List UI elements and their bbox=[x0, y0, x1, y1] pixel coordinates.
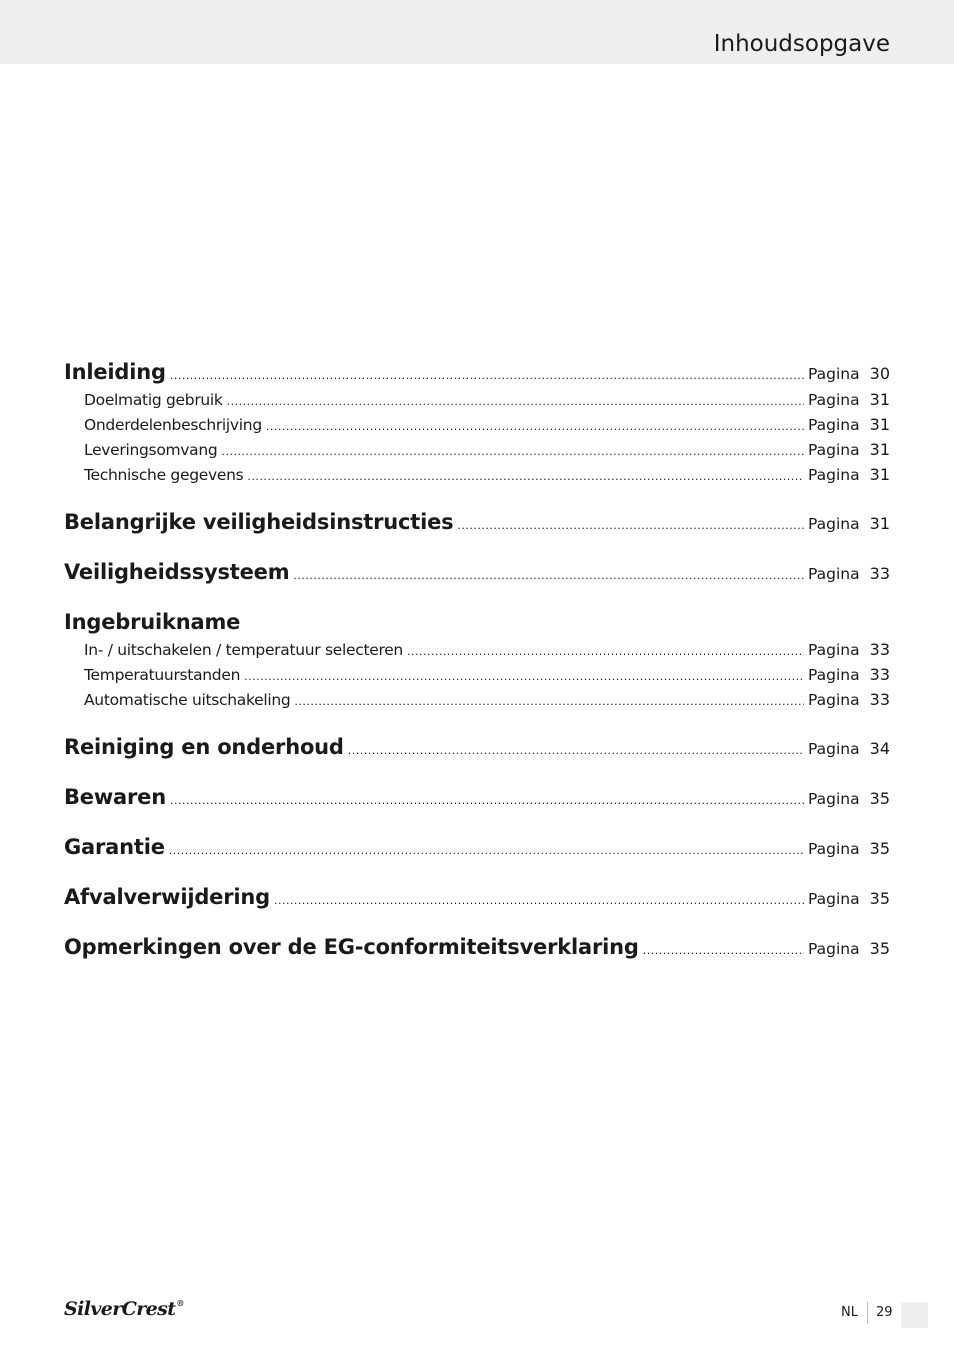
toc-entry-label bbox=[64, 691, 290, 709]
toc-entry-label bbox=[64, 466, 243, 484]
toc-entry-sub[interactable] bbox=[64, 690, 890, 709]
toc-page-number: 31 bbox=[869, 465, 890, 484]
language-code: NL bbox=[841, 1305, 858, 1320]
toc-page-word: Pagina bbox=[808, 565, 860, 583]
toc-page-word: Pagina bbox=[808, 840, 860, 858]
toc-section-heading[interactable] bbox=[64, 610, 890, 634]
toc-entry-main[interactable] bbox=[64, 360, 890, 384]
page-title: Inhoudsopgave bbox=[713, 31, 890, 57]
toc-entry-label: Opmerkingen over de EG-conformiteitsverklaring bbox=[64, 935, 639, 959]
toc-entry-label: Inleiding bbox=[64, 360, 166, 384]
toc-entry-sub[interactable] bbox=[64, 465, 890, 484]
toc-entry-sub[interactable] bbox=[64, 440, 890, 459]
toc-page-word: Pagina bbox=[808, 515, 860, 533]
toc-page-word: Pagina bbox=[808, 691, 860, 709]
toc-leader-dots bbox=[170, 369, 804, 382]
toc-leader-dots bbox=[348, 744, 804, 757]
toc-page-number: 35 bbox=[869, 839, 890, 858]
toc-page-number: 33 bbox=[869, 665, 890, 684]
toc-entry-label bbox=[64, 391, 223, 409]
toc-page-number: 31 bbox=[869, 415, 890, 434]
brand-name: SilverCrest bbox=[64, 1298, 176, 1320]
toc-page-number: 31 bbox=[869, 514, 890, 533]
toc-entry-text: In- / uitschakelen / temperatuur selecteren bbox=[84, 641, 403, 659]
toc-entry-text: Temperatuurstanden bbox=[84, 666, 241, 684]
toc-page-word: Pagina bbox=[808, 890, 860, 908]
footer-tab-marker bbox=[901, 1302, 928, 1328]
toc-entry-label: Bewaren bbox=[64, 785, 166, 809]
toc-entry-main[interactable] bbox=[64, 785, 890, 809]
toc-page-number: 35 bbox=[869, 939, 890, 958]
toc-leader-dots bbox=[247, 470, 804, 483]
toc-entry-text: Doelmatig gebruik bbox=[84, 391, 223, 409]
toc-leader-dots bbox=[643, 944, 804, 957]
toc-entry-label: Ingebruikname bbox=[64, 610, 241, 634]
toc-page-number: 33 bbox=[869, 640, 890, 659]
toc-entry-label bbox=[64, 641, 403, 659]
toc-entry-main[interactable] bbox=[64, 560, 890, 584]
toc-leader-dots bbox=[266, 420, 804, 433]
registered-mark: ® bbox=[176, 1298, 184, 1308]
toc-page-number: 35 bbox=[869, 889, 890, 908]
toc-page-number: 35 bbox=[869, 789, 890, 808]
toc-entry-label bbox=[64, 441, 217, 459]
toc-entry-main[interactable] bbox=[64, 935, 890, 959]
toc-entry-sub[interactable] bbox=[64, 415, 890, 434]
toc-page-word: Pagina bbox=[808, 740, 860, 758]
toc-entry-label bbox=[64, 666, 240, 684]
toc-page-word: Pagina bbox=[808, 391, 860, 409]
toc-entry-text: Automatische uitschakeling bbox=[84, 691, 291, 709]
toc-page-word: Pagina bbox=[808, 940, 860, 958]
toc-leader-dots bbox=[227, 395, 804, 408]
toc-entry-label: Garantie bbox=[64, 835, 165, 859]
toc-entry-sub[interactable] bbox=[64, 390, 890, 409]
toc-entry-main[interactable] bbox=[64, 885, 890, 909]
toc-page-number: 31 bbox=[869, 440, 890, 459]
toc-leader-dots bbox=[244, 670, 804, 683]
toc-page-number: 33 bbox=[869, 564, 890, 583]
toc-leader-dots bbox=[407, 645, 804, 658]
toc-page-word: Pagina bbox=[808, 365, 860, 383]
toc-page-number: 33 bbox=[869, 690, 890, 709]
toc-entry-label: Veiligheidssysteem bbox=[64, 560, 290, 584]
toc-leader-dots bbox=[170, 794, 804, 807]
toc-entry-label bbox=[64, 416, 262, 434]
toc-entry-sub[interactable] bbox=[64, 665, 890, 684]
toc-page-word: Pagina bbox=[808, 641, 860, 659]
toc-page-number: 30 bbox=[869, 364, 890, 383]
toc-entry-main[interactable] bbox=[64, 835, 890, 859]
toc-entry-label: Belangrijke veiligheidsinstructies bbox=[64, 510, 454, 534]
toc-leader-dots bbox=[221, 445, 804, 458]
toc-entry-label: Reiniging en onderhoud bbox=[64, 735, 344, 759]
toc-page-word: Pagina bbox=[808, 666, 860, 684]
toc-page-word: Pagina bbox=[808, 790, 860, 808]
toc-page-number: 31 bbox=[869, 390, 890, 409]
toc-entry-main[interactable] bbox=[64, 735, 890, 759]
toc-page-word: Pagina bbox=[808, 441, 860, 459]
toc-page-word: Pagina bbox=[808, 466, 860, 484]
toc-leader-dots bbox=[274, 894, 804, 907]
toc-leader-dots bbox=[294, 695, 804, 708]
toc-entry-label: Afvalverwijdering bbox=[64, 885, 270, 909]
toc-entry-sub[interactable] bbox=[64, 640, 890, 659]
toc-leader-dots bbox=[293, 569, 804, 582]
brand-logo bbox=[64, 1298, 184, 1320]
footer-divider bbox=[867, 1302, 868, 1324]
toc-entry-text: Technische gegevens bbox=[84, 466, 244, 484]
toc-entry-text: Onderdelenbeschrijving bbox=[84, 416, 262, 434]
toc-leader-dots bbox=[169, 844, 804, 857]
page-number: 29 bbox=[876, 1305, 893, 1320]
toc-entry-main[interactable] bbox=[64, 510, 890, 534]
toc-leader-dots bbox=[457, 519, 804, 532]
toc-page-number: 34 bbox=[869, 739, 890, 758]
toc-entry-text: Leveringsomvang bbox=[84, 441, 218, 459]
toc-page-word: Pagina bbox=[808, 416, 860, 434]
